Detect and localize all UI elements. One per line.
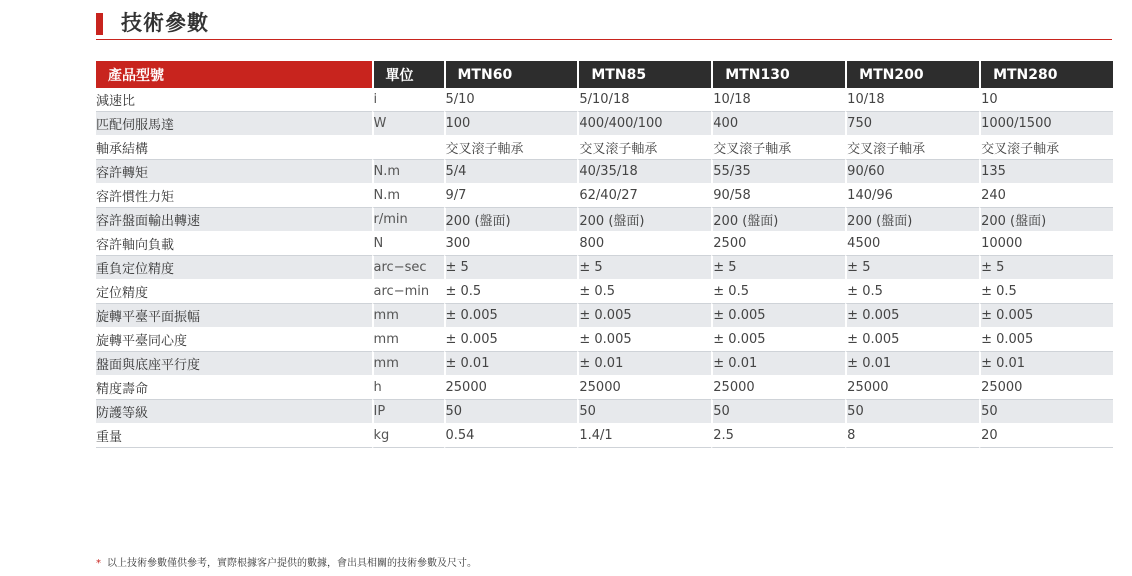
- row-label: 軸承結構: [96, 136, 372, 160]
- table-cell: 25000: [577, 376, 711, 400]
- row-label: 容許盤面輸出轉速: [96, 208, 372, 232]
- row-unit: i: [372, 88, 444, 112]
- table-cell: ± 0.5: [845, 280, 979, 304]
- table-cell: ± 0.01: [444, 352, 578, 376]
- table-cell: ± 0.01: [979, 352, 1113, 376]
- row-label: 容許慣性力矩: [96, 184, 372, 208]
- row-label: 減速比: [96, 88, 372, 112]
- row-label: 定位精度: [96, 280, 372, 304]
- header-model: MTN130: [711, 61, 845, 88]
- row-unit: N.m: [372, 160, 444, 184]
- table-cell: 90/58: [711, 184, 845, 208]
- table-cell: 200 (盤面): [577, 208, 711, 232]
- row-unit: arc−sec: [372, 256, 444, 280]
- table-cell: 400/400/100: [577, 112, 711, 136]
- table-cell: ± 0.01: [845, 352, 979, 376]
- table-cell: 200 (盤面): [979, 208, 1113, 232]
- row-unit: h: [372, 376, 444, 400]
- table-cell: 2.5: [711, 424, 845, 448]
- table-row: [96, 280, 1113, 304]
- row-label: 防護等級: [96, 400, 372, 424]
- table-row: [96, 184, 1113, 208]
- table-cell: 50: [577, 400, 711, 424]
- table-cell: ± 5: [577, 256, 711, 280]
- row-unit: IP: [372, 400, 444, 424]
- table-cell: 400: [711, 112, 845, 136]
- table-row: [96, 256, 1113, 280]
- table-cell: 62/40/27: [577, 184, 711, 208]
- header-unit: 單位: [372, 61, 444, 88]
- table-body: [96, 88, 1113, 448]
- table-row: [96, 208, 1113, 232]
- table-cell: 10/18: [711, 88, 845, 112]
- table-cell: 9/7: [444, 184, 578, 208]
- table-cell: 交叉滚子軸承: [845, 136, 979, 160]
- table-cell: ± 0.5: [444, 280, 578, 304]
- table-header-row: [96, 61, 1113, 88]
- table-cell: 10000: [979, 232, 1113, 256]
- table-row: [96, 400, 1113, 424]
- table-cell: ± 0.5: [577, 280, 711, 304]
- table-cell: 8: [845, 424, 979, 448]
- row-label: 旋轉平臺平面振幅: [96, 304, 372, 328]
- table-row: [96, 136, 1113, 160]
- table-cell: 100: [444, 112, 578, 136]
- table-cell: 50: [845, 400, 979, 424]
- table-cell: ± 0.005: [444, 328, 578, 352]
- table-cell: 25000: [845, 376, 979, 400]
- header-model: MTN200: [845, 61, 979, 88]
- row-unit: [372, 136, 444, 160]
- table-cell: 交叉滚子軸承: [979, 136, 1113, 160]
- table-cell: 10: [979, 88, 1113, 112]
- page-title: 技術參數: [121, 11, 209, 35]
- row-label: 重量: [96, 424, 372, 448]
- table-cell: ± 0.01: [711, 352, 845, 376]
- table-cell: 2500: [711, 232, 845, 256]
- table-cell: 0.54: [444, 424, 578, 448]
- table-row: [96, 424, 1113, 448]
- table-cell: ± 0.01: [577, 352, 711, 376]
- table-cell: 50: [711, 400, 845, 424]
- table-cell: 5/4: [444, 160, 578, 184]
- table-cell: 140/96: [845, 184, 979, 208]
- table-cell: ± 5: [711, 256, 845, 280]
- row-label: 旋轉平臺同心度: [96, 328, 372, 352]
- table-cell: ± 5: [979, 256, 1113, 280]
- table-cell: ± 0.005: [711, 328, 845, 352]
- table-row: [96, 160, 1113, 184]
- table-cell: ± 0.005: [979, 304, 1113, 328]
- table-cell: 90/60: [845, 160, 979, 184]
- table-cell: 200 (盤面): [444, 208, 578, 232]
- header-model: MTN60: [444, 61, 578, 88]
- table-row: [96, 112, 1113, 136]
- table-cell: ± 0.005: [845, 304, 979, 328]
- row-label: 容許軸向負載: [96, 232, 372, 256]
- table-cell: 50: [444, 400, 578, 424]
- table-cell: 1.4/1: [577, 424, 711, 448]
- table-cell: ± 0.005: [577, 328, 711, 352]
- row-label: 重負定位精度: [96, 256, 372, 280]
- row-label: 盤面與底座平行度: [96, 352, 372, 376]
- table-row: [96, 304, 1113, 328]
- table-cell: ± 0.005: [444, 304, 578, 328]
- table-cell: 240: [979, 184, 1113, 208]
- row-unit: N.m: [372, 184, 444, 208]
- table-cell: 300: [444, 232, 578, 256]
- table-cell: 4500: [845, 232, 979, 256]
- table-row: [96, 328, 1113, 352]
- table-cell: ± 0.005: [711, 304, 845, 328]
- table-cell: 10/18: [845, 88, 979, 112]
- table-cell: 25000: [979, 376, 1113, 400]
- row-unit: kg: [372, 424, 444, 448]
- table-cell: 5/10/18: [577, 88, 711, 112]
- table-cell: ± 0.5: [711, 280, 845, 304]
- header-product: 產品型號: [96, 61, 372, 88]
- row-unit: arc−min: [372, 280, 444, 304]
- table-cell: 200 (盤面): [711, 208, 845, 232]
- table-cell: 25000: [711, 376, 845, 400]
- table-cell: 1000/1500: [979, 112, 1113, 136]
- row-unit: mm: [372, 352, 444, 376]
- table-cell: 50: [979, 400, 1113, 424]
- footnote-text: 以上技術參數僅供參考，實際根據客户提供的數據，會出具相關的技術參數及尺寸。: [107, 558, 477, 569]
- row-label: 容許轉矩: [96, 160, 372, 184]
- footnote-star: *: [96, 558, 101, 569]
- table-cell: ± 0.005: [845, 328, 979, 352]
- spec-table: [96, 61, 1113, 448]
- table-cell: 55/35: [711, 160, 845, 184]
- table-cell: 25000: [444, 376, 578, 400]
- row-unit: N: [372, 232, 444, 256]
- table-cell: 135: [979, 160, 1113, 184]
- row-unit: W: [372, 112, 444, 136]
- row-unit: mm: [372, 304, 444, 328]
- title-accent-bar: [96, 13, 103, 35]
- table-row: [96, 352, 1113, 376]
- table-cell: 40/35/18: [577, 160, 711, 184]
- header-model: MTN280: [979, 61, 1113, 88]
- footnote: [96, 554, 477, 569]
- table-cell: 20: [979, 424, 1113, 448]
- section-header: [96, 11, 1112, 40]
- table-cell: 交叉滚子軸承: [577, 136, 711, 160]
- table-cell: 750: [845, 112, 979, 136]
- table-cell: 5/10: [444, 88, 578, 112]
- table-cell: ± 5: [444, 256, 578, 280]
- table-cell: ± 0.5: [979, 280, 1113, 304]
- table-cell: 交叉滚子軸承: [444, 136, 578, 160]
- table-cell: ± 5: [845, 256, 979, 280]
- table-row: [96, 88, 1113, 112]
- row-label: 精度壽命: [96, 376, 372, 400]
- table-row: [96, 232, 1113, 256]
- table-cell: 800: [577, 232, 711, 256]
- table-cell: ± 0.005: [979, 328, 1113, 352]
- table-cell: ± 0.005: [577, 304, 711, 328]
- table-cell: 200 (盤面): [845, 208, 979, 232]
- row-unit: mm: [372, 328, 444, 352]
- table-cell: 交叉滚子軸承: [711, 136, 845, 160]
- table-row: [96, 376, 1113, 400]
- row-unit: r/min: [372, 208, 444, 232]
- header-model: MTN85: [577, 61, 711, 88]
- row-label: 匹配伺服馬達: [96, 112, 372, 136]
